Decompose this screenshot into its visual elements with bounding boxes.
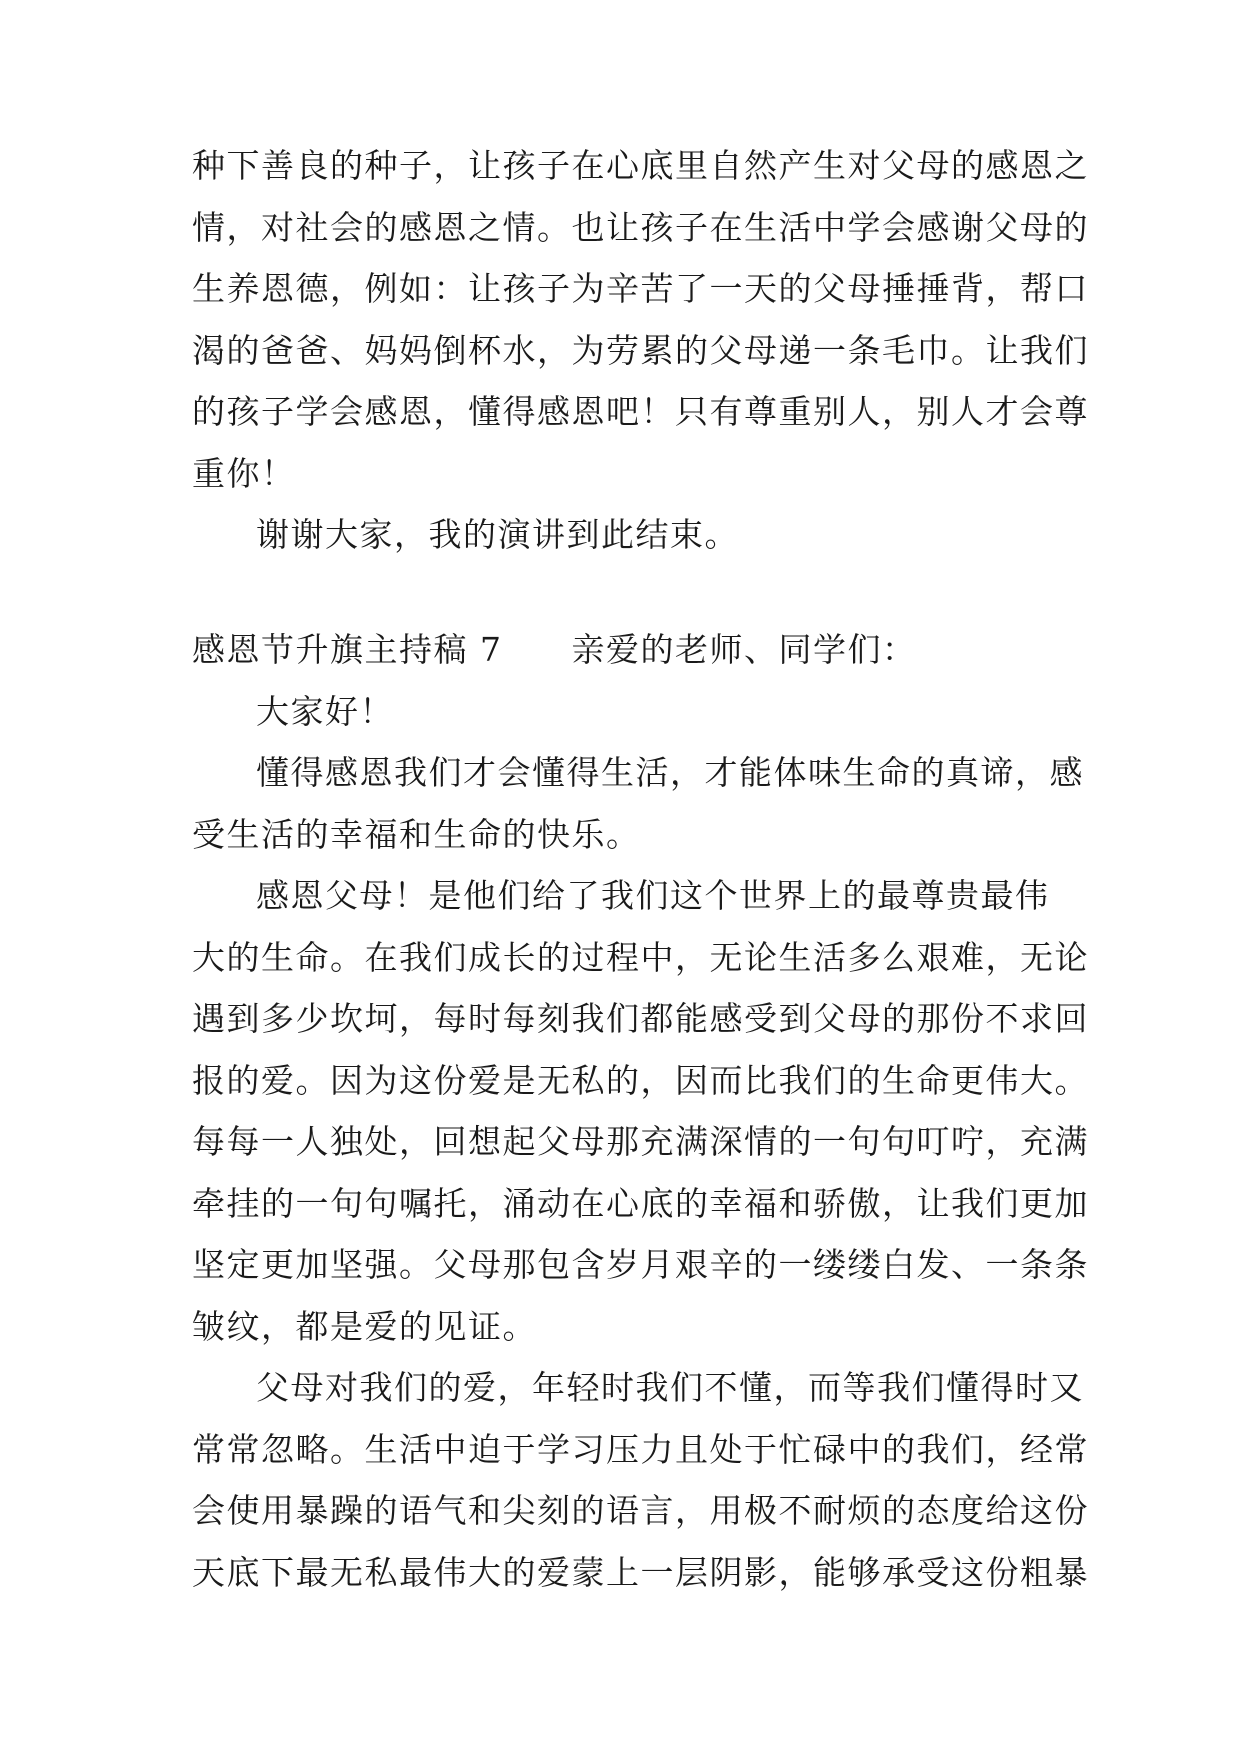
paragraph-line: 大家好！ <box>256 692 394 731</box>
paragraph-line: 天底下最无私最伟大的爱蒙上一层阴影，能够承受这份粗暴 <box>192 1553 1089 1592</box>
paragraph-line: 报的爱。因为这份爱是无私的，因而比我们的生命更伟大。 <box>192 1061 1089 1100</box>
paragraph-line: 渴的爸爸、妈妈倒杯水，为劳累的父母递一条毛巾。让我们 <box>192 331 1089 370</box>
paragraph-line: 牵挂的一句句嘱托，涌动在心底的幸福和骄傲，让我们更加 <box>192 1184 1089 1223</box>
paragraph-line: 常常忽略。生活中迫于学习压力且处于忙碌中的我们，经常 <box>192 1430 1089 1469</box>
paragraph-line: 谢谢大家，我的演讲到此结束。 <box>256 515 739 554</box>
paragraph-line: 遇到多少坎坷，每时每刻我们都能感受到父母的那份不求回 <box>192 999 1089 1038</box>
paragraph-line: 每每一人独处，回想起父母那充满深情的一句句叮咛，充满 <box>192 1122 1089 1161</box>
paragraph-line: 坚定更加坚强。父母那包含岁月艰辛的一缕缕白发、一条条 <box>192 1245 1089 1284</box>
paragraph-line: 种下善良的种子，让孩子在心底里自然产生对父母的感恩之 <box>192 146 1089 185</box>
paragraph-line: 父母对我们的爱，年轻时我们不懂，而等我们懂得时又 <box>256 1368 1084 1407</box>
paragraph-line: 大的生命。在我们成长的过程中，无论生活多么艰难，无论 <box>192 938 1089 977</box>
paragraph-line: 受生活的幸福和生命的快乐。 <box>192 815 641 854</box>
paragraph-line: 皱纹，都是爱的见证。 <box>192 1307 537 1346</box>
paragraph-line: 的孩子学会感恩，懂得感恩吧！只有尊重别人，别人才会尊 <box>192 392 1089 431</box>
section-heading: 感恩节升旗主持稿 7 亲爱的老师、同学们： <box>192 630 917 669</box>
paragraph-line: 重你！ <box>192 454 296 493</box>
paragraph-line: 情，对社会的感恩之情。也让孩子在生活中学会感谢父母的 <box>192 208 1089 247</box>
paragraph-line: 会使用暴躁的语气和尖刻的语言，用极不耐烦的态度给这份 <box>192 1491 1089 1530</box>
paragraph-line: 生养恩德，例如：让孩子为辛苦了一天的父母捶捶背，帮口 <box>192 269 1089 308</box>
paragraph-line: 懂得感恩我们才会懂得生活，才能体味生命的真谛，感 <box>256 753 1084 792</box>
paragraph-line: 感恩父母！是他们给了我们这个世界上的最尊贵最伟 <box>256 876 1050 915</box>
